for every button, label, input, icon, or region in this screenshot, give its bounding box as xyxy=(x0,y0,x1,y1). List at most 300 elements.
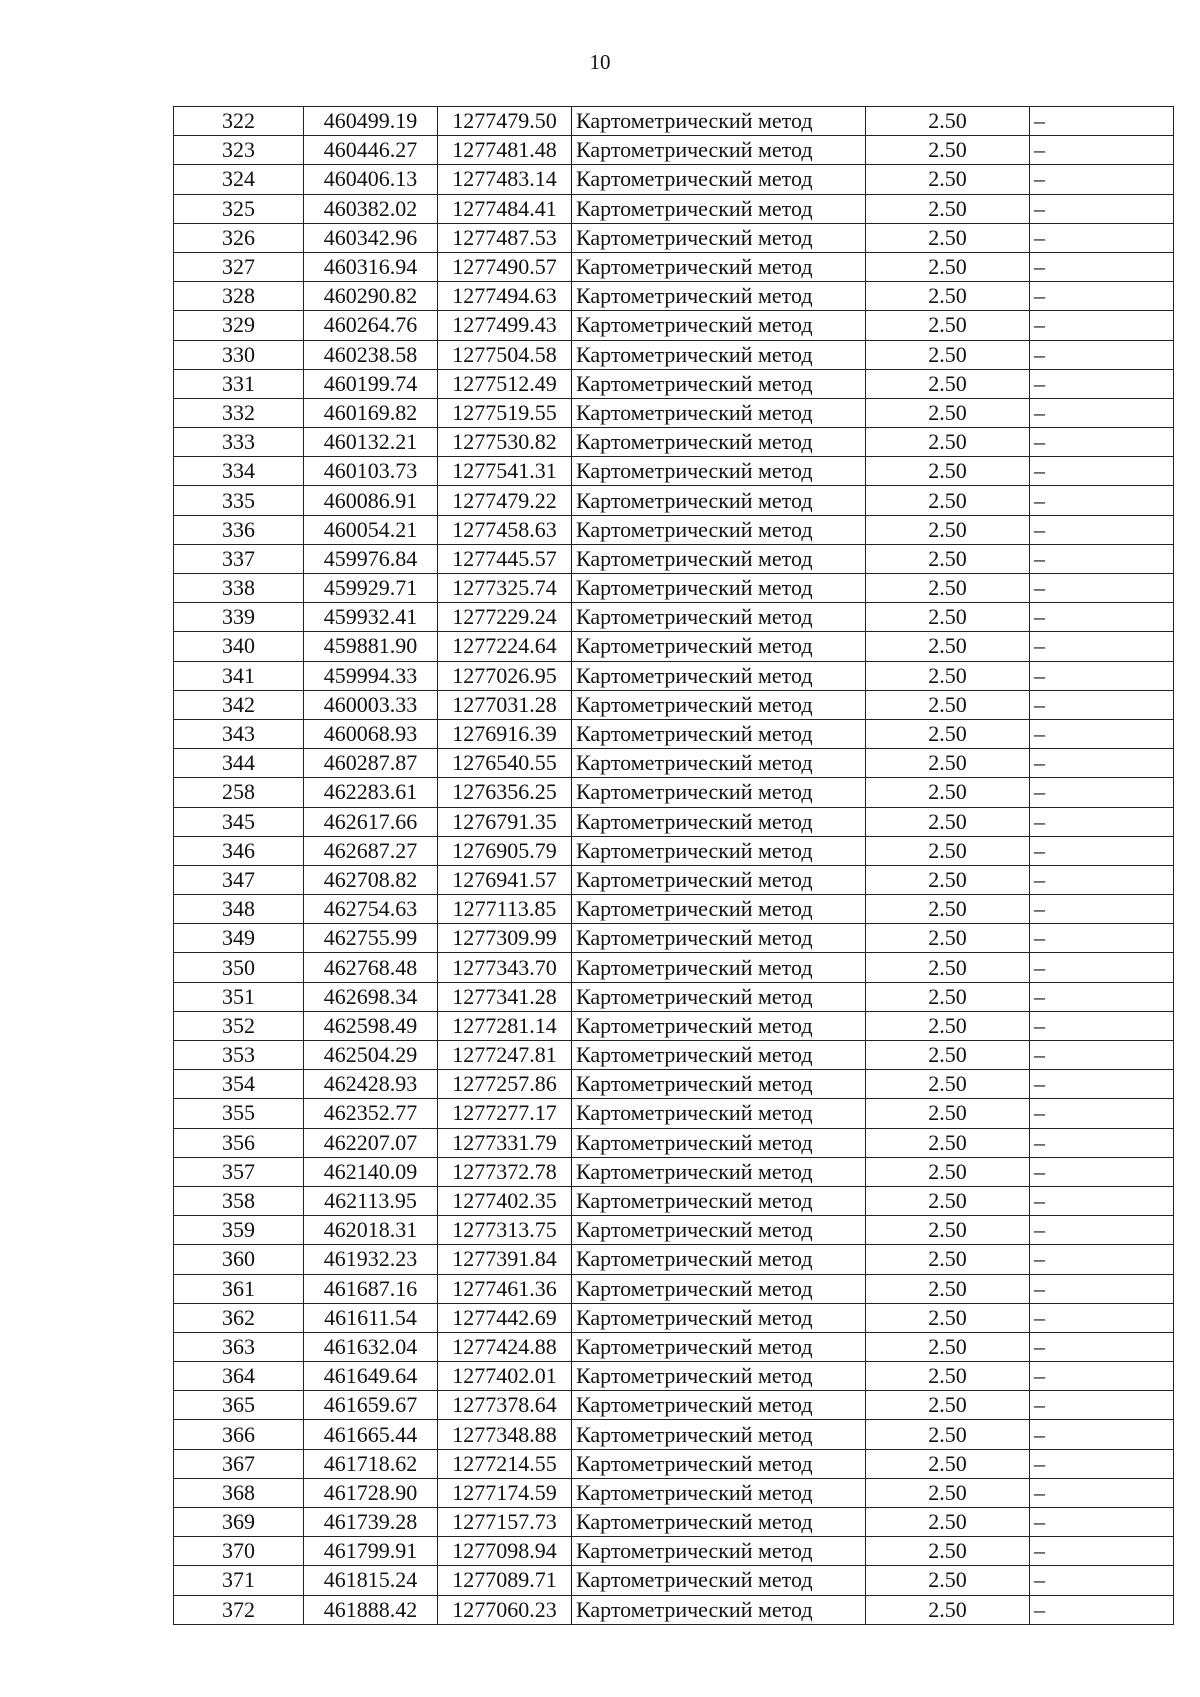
x-coordinate-cell: 460316.94 xyxy=(304,252,438,281)
point-number-cell: 337 xyxy=(174,544,304,573)
description-cell: – xyxy=(1030,865,1174,894)
table-row xyxy=(174,865,1174,894)
table-row xyxy=(174,661,1174,690)
description-cell: – xyxy=(1030,836,1174,865)
description-cell: – xyxy=(1030,778,1174,807)
point-number-cell: 350 xyxy=(174,953,304,982)
table-row xyxy=(174,1449,1174,1478)
point-number-cell: 363 xyxy=(174,1332,304,1361)
method-cell: Картометрический метод xyxy=(572,486,866,515)
table-row xyxy=(174,1070,1174,1099)
method-cell: Картометрический метод xyxy=(572,1303,866,1332)
x-coordinate-cell: 462352.77 xyxy=(304,1099,438,1128)
point-number-cell: 351 xyxy=(174,982,304,1011)
y-coordinate-cell: 1277157.73 xyxy=(438,1508,572,1537)
table-row xyxy=(174,1391,1174,1420)
method-cell: Картометрический метод xyxy=(572,865,866,894)
y-coordinate-cell: 1277458.63 xyxy=(438,515,572,544)
accuracy-cell: 2.50 xyxy=(866,749,1030,778)
method-cell: Картометрический метод xyxy=(572,1537,866,1566)
description-cell: – xyxy=(1030,486,1174,515)
accuracy-cell: 2.50 xyxy=(866,1362,1030,1391)
accuracy-cell: 2.50 xyxy=(866,924,1030,953)
method-cell: Картометрический метод xyxy=(572,574,866,603)
point-number-cell: 359 xyxy=(174,1216,304,1245)
point-number-cell: 338 xyxy=(174,574,304,603)
description-cell: – xyxy=(1030,1186,1174,1215)
method-cell: Картометрический метод xyxy=(572,836,866,865)
accuracy-cell: 2.50 xyxy=(866,1537,1030,1566)
description-cell: – xyxy=(1030,690,1174,719)
table-row xyxy=(174,982,1174,1011)
table-row xyxy=(174,107,1174,136)
method-cell: Картометрический метод xyxy=(572,807,866,836)
description-cell: – xyxy=(1030,428,1174,457)
method-cell: Картометрический метод xyxy=(572,1245,866,1274)
y-coordinate-cell: 1277490.57 xyxy=(438,252,572,281)
x-coordinate-cell: 459881.90 xyxy=(304,632,438,661)
y-coordinate-cell: 1277483.14 xyxy=(438,165,572,194)
table-row xyxy=(174,749,1174,778)
point-number-cell: 336 xyxy=(174,515,304,544)
y-coordinate-cell: 1277530.82 xyxy=(438,428,572,457)
table-row xyxy=(174,1303,1174,1332)
page-number: 10 xyxy=(589,50,611,74)
point-number-cell: 371 xyxy=(174,1566,304,1595)
description-cell: – xyxy=(1030,369,1174,398)
accuracy-cell: 2.50 xyxy=(866,574,1030,603)
method-cell: Картометрический метод xyxy=(572,749,866,778)
y-coordinate-cell: 1277281.14 xyxy=(438,1011,572,1040)
method-cell: Картометрический метод xyxy=(572,1508,866,1537)
description-cell: – xyxy=(1030,1157,1174,1186)
accuracy-cell: 2.50 xyxy=(866,1391,1030,1420)
x-coordinate-cell: 462207.07 xyxy=(304,1128,438,1157)
accuracy-cell: 2.50 xyxy=(866,1070,1030,1099)
table-row xyxy=(174,340,1174,369)
x-coordinate-cell: 462754.63 xyxy=(304,895,438,924)
accuracy-cell: 2.50 xyxy=(866,778,1030,807)
accuracy-cell: 2.50 xyxy=(866,369,1030,398)
accuracy-cell: 2.50 xyxy=(866,690,1030,719)
x-coordinate-cell: 461665.44 xyxy=(304,1420,438,1449)
point-number-cell: 372 xyxy=(174,1595,304,1624)
coordinates-table xyxy=(173,106,1174,1625)
method-cell: Картометрический метод xyxy=(572,1128,866,1157)
y-coordinate-cell: 1277325.74 xyxy=(438,574,572,603)
description-cell: – xyxy=(1030,340,1174,369)
point-number-cell: 357 xyxy=(174,1157,304,1186)
table-row xyxy=(174,515,1174,544)
accuracy-cell: 2.50 xyxy=(866,895,1030,924)
table-row xyxy=(174,136,1174,165)
table-row xyxy=(174,223,1174,252)
table-row xyxy=(174,1508,1174,1537)
description-cell: – xyxy=(1030,165,1174,194)
y-coordinate-cell: 1277445.57 xyxy=(438,544,572,573)
description-cell: – xyxy=(1030,1274,1174,1303)
method-cell: Картометрический метод xyxy=(572,1566,866,1595)
point-number-cell: 360 xyxy=(174,1245,304,1274)
x-coordinate-cell: 460287.87 xyxy=(304,749,438,778)
description-cell: – xyxy=(1030,311,1174,340)
point-number-cell: 348 xyxy=(174,895,304,924)
point-number-cell: 339 xyxy=(174,603,304,632)
y-coordinate-cell: 1277512.49 xyxy=(438,369,572,398)
accuracy-cell: 2.50 xyxy=(866,1099,1030,1128)
table-row xyxy=(174,486,1174,515)
y-coordinate-cell: 1277089.71 xyxy=(438,1566,572,1595)
point-number-cell: 352 xyxy=(174,1011,304,1040)
table-row xyxy=(174,165,1174,194)
description-cell: – xyxy=(1030,515,1174,544)
method-cell: Картометрический метод xyxy=(572,778,866,807)
point-number-cell: 369 xyxy=(174,1508,304,1537)
point-number-cell: 329 xyxy=(174,311,304,340)
method-cell: Картометрический метод xyxy=(572,982,866,1011)
description-cell: – xyxy=(1030,1128,1174,1157)
method-cell: Картометрический метод xyxy=(572,369,866,398)
table-row xyxy=(174,1566,1174,1595)
x-coordinate-cell: 462598.49 xyxy=(304,1011,438,1040)
description-cell: – xyxy=(1030,924,1174,953)
accuracy-cell: 2.50 xyxy=(866,136,1030,165)
description-cell: – xyxy=(1030,574,1174,603)
y-coordinate-cell: 1277224.64 xyxy=(438,632,572,661)
description-cell: – xyxy=(1030,544,1174,573)
description-cell: – xyxy=(1030,1537,1174,1566)
y-coordinate-cell: 1277461.36 xyxy=(438,1274,572,1303)
y-coordinate-cell: 1277277.17 xyxy=(438,1099,572,1128)
method-cell: Картометрический метод xyxy=(572,398,866,427)
table-row xyxy=(174,632,1174,661)
x-coordinate-cell: 461649.64 xyxy=(304,1362,438,1391)
method-cell: Картометрический метод xyxy=(572,1332,866,1361)
x-coordinate-cell: 460068.93 xyxy=(304,719,438,748)
point-number-cell: 344 xyxy=(174,749,304,778)
x-coordinate-cell: 460342.96 xyxy=(304,223,438,252)
method-cell: Картометрический метод xyxy=(572,1157,866,1186)
y-coordinate-cell: 1277519.55 xyxy=(438,398,572,427)
point-number-cell: 342 xyxy=(174,690,304,719)
table-row xyxy=(174,544,1174,573)
description-cell: – xyxy=(1030,1245,1174,1274)
description-cell: – xyxy=(1030,603,1174,632)
point-number-cell: 345 xyxy=(174,807,304,836)
accuracy-cell: 2.50 xyxy=(866,1303,1030,1332)
x-coordinate-cell: 462140.09 xyxy=(304,1157,438,1186)
point-number-cell: 335 xyxy=(174,486,304,515)
table-row xyxy=(174,1537,1174,1566)
y-coordinate-cell: 1276941.57 xyxy=(438,865,572,894)
table-row xyxy=(174,1186,1174,1215)
table-row xyxy=(174,1157,1174,1186)
point-number-cell: 355 xyxy=(174,1099,304,1128)
method-cell: Картометрический метод xyxy=(572,1186,866,1215)
x-coordinate-cell: 460132.21 xyxy=(304,428,438,457)
table-row xyxy=(174,1011,1174,1040)
point-number-cell: 364 xyxy=(174,1362,304,1391)
y-coordinate-cell: 1277494.63 xyxy=(438,282,572,311)
x-coordinate-cell: 462768.48 xyxy=(304,953,438,982)
x-coordinate-cell: 460086.91 xyxy=(304,486,438,515)
description-cell: – xyxy=(1030,1391,1174,1420)
table-row xyxy=(174,807,1174,836)
x-coordinate-cell: 460406.13 xyxy=(304,165,438,194)
description-cell: – xyxy=(1030,1566,1174,1595)
point-number-cell: 358 xyxy=(174,1186,304,1215)
method-cell: Картометрический метод xyxy=(572,690,866,719)
coordinates-table-body xyxy=(174,107,1174,1625)
x-coordinate-cell: 460446.27 xyxy=(304,136,438,165)
method-cell: Картометрический метод xyxy=(572,1391,866,1420)
accuracy-cell: 2.50 xyxy=(866,1566,1030,1595)
method-cell: Картометрический метод xyxy=(572,1420,866,1449)
point-number-cell: 354 xyxy=(174,1070,304,1099)
x-coordinate-cell: 460290.82 xyxy=(304,282,438,311)
description-cell: – xyxy=(1030,1332,1174,1361)
description-cell: – xyxy=(1030,1362,1174,1391)
point-number-cell: 328 xyxy=(174,282,304,311)
point-number-cell: 341 xyxy=(174,661,304,690)
y-coordinate-cell: 1277113.85 xyxy=(438,895,572,924)
method-cell: Картометрический метод xyxy=(572,1041,866,1070)
table-row xyxy=(174,778,1174,807)
accuracy-cell: 2.50 xyxy=(866,807,1030,836)
table-row xyxy=(174,1332,1174,1361)
accuracy-cell: 2.50 xyxy=(866,1508,1030,1537)
description-cell: – xyxy=(1030,136,1174,165)
y-coordinate-cell: 1277060.23 xyxy=(438,1595,572,1624)
method-cell: Картометрический метод xyxy=(572,1216,866,1245)
point-number-cell: 347 xyxy=(174,865,304,894)
table-row xyxy=(174,836,1174,865)
point-number-cell: 258 xyxy=(174,778,304,807)
accuracy-cell: 2.50 xyxy=(866,1595,1030,1624)
x-coordinate-cell: 461611.54 xyxy=(304,1303,438,1332)
description-cell: – xyxy=(1030,1041,1174,1070)
y-coordinate-cell: 1277499.43 xyxy=(438,311,572,340)
point-number-cell: 330 xyxy=(174,340,304,369)
method-cell: Картометрический метод xyxy=(572,603,866,632)
method-cell: Картометрический метод xyxy=(572,1449,866,1478)
description-cell: – xyxy=(1030,1216,1174,1245)
point-number-cell: 346 xyxy=(174,836,304,865)
x-coordinate-cell: 462708.82 xyxy=(304,865,438,894)
y-coordinate-cell: 1277487.53 xyxy=(438,223,572,252)
x-coordinate-cell: 462755.99 xyxy=(304,924,438,953)
method-cell: Картометрический метод xyxy=(572,661,866,690)
table-row xyxy=(174,194,1174,223)
y-coordinate-cell: 1277504.58 xyxy=(438,340,572,369)
accuracy-cell: 2.50 xyxy=(866,311,1030,340)
accuracy-cell: 2.50 xyxy=(866,1186,1030,1215)
method-cell: Картометрический метод xyxy=(572,544,866,573)
table-row xyxy=(174,1478,1174,1507)
table-row xyxy=(174,398,1174,427)
x-coordinate-cell: 461739.28 xyxy=(304,1508,438,1537)
y-coordinate-cell: 1277541.31 xyxy=(438,457,572,486)
description-cell: – xyxy=(1030,1070,1174,1099)
y-coordinate-cell: 1277247.81 xyxy=(438,1041,572,1070)
x-coordinate-cell: 460003.33 xyxy=(304,690,438,719)
point-number-cell: 353 xyxy=(174,1041,304,1070)
y-coordinate-cell: 1277479.50 xyxy=(438,107,572,136)
accuracy-cell: 2.50 xyxy=(866,953,1030,982)
accuracy-cell: 2.50 xyxy=(866,515,1030,544)
point-number-cell: 323 xyxy=(174,136,304,165)
description-cell: – xyxy=(1030,107,1174,136)
description-cell: – xyxy=(1030,953,1174,982)
y-coordinate-cell: 1276916.39 xyxy=(438,719,572,748)
accuracy-cell: 2.50 xyxy=(866,252,1030,281)
x-coordinate-cell: 461888.42 xyxy=(304,1595,438,1624)
x-coordinate-cell: 462113.95 xyxy=(304,1186,438,1215)
table-row xyxy=(174,457,1174,486)
accuracy-cell: 2.50 xyxy=(866,544,1030,573)
accuracy-cell: 2.50 xyxy=(866,1478,1030,1507)
accuracy-cell: 2.50 xyxy=(866,865,1030,894)
table-row xyxy=(174,1099,1174,1128)
accuracy-cell: 2.50 xyxy=(866,1041,1030,1070)
accuracy-cell: 2.50 xyxy=(866,340,1030,369)
table-row xyxy=(174,1128,1174,1157)
x-coordinate-cell: 462698.34 xyxy=(304,982,438,1011)
y-coordinate-cell: 1276791.35 xyxy=(438,807,572,836)
table-row xyxy=(174,1274,1174,1303)
accuracy-cell: 2.50 xyxy=(866,1216,1030,1245)
y-coordinate-cell: 1277026.95 xyxy=(438,661,572,690)
point-number-cell: 365 xyxy=(174,1391,304,1420)
method-cell: Картометрический метод xyxy=(572,895,866,924)
y-coordinate-cell: 1277174.59 xyxy=(438,1478,572,1507)
method-cell: Картометрический метод xyxy=(572,924,866,953)
method-cell: Картометрический метод xyxy=(572,632,866,661)
y-coordinate-cell: 1277442.69 xyxy=(438,1303,572,1332)
table-row xyxy=(174,690,1174,719)
description-cell: – xyxy=(1030,661,1174,690)
y-coordinate-cell: 1277378.64 xyxy=(438,1391,572,1420)
description-cell: – xyxy=(1030,1099,1174,1128)
y-coordinate-cell: 1277481.48 xyxy=(438,136,572,165)
y-coordinate-cell: 1276356.25 xyxy=(438,778,572,807)
table-row xyxy=(174,311,1174,340)
description-cell: – xyxy=(1030,1508,1174,1537)
description-cell: – xyxy=(1030,1011,1174,1040)
y-coordinate-cell: 1277309.99 xyxy=(438,924,572,953)
accuracy-cell: 2.50 xyxy=(866,398,1030,427)
description-cell: – xyxy=(1030,1449,1174,1478)
x-coordinate-cell: 461932.23 xyxy=(304,1245,438,1274)
description-cell: – xyxy=(1030,632,1174,661)
x-coordinate-cell: 460169.82 xyxy=(304,398,438,427)
y-coordinate-cell: 1277229.24 xyxy=(438,603,572,632)
point-number-cell: 333 xyxy=(174,428,304,457)
point-number-cell: 367 xyxy=(174,1449,304,1478)
point-number-cell: 343 xyxy=(174,719,304,748)
y-coordinate-cell: 1277348.88 xyxy=(438,1420,572,1449)
description-cell: – xyxy=(1030,398,1174,427)
y-coordinate-cell: 1277343.70 xyxy=(438,953,572,982)
x-coordinate-cell: 459929.71 xyxy=(304,574,438,603)
table-row xyxy=(174,953,1174,982)
accuracy-cell: 2.50 xyxy=(866,982,1030,1011)
y-coordinate-cell: 1277214.55 xyxy=(438,1449,572,1478)
x-coordinate-cell: 459976.84 xyxy=(304,544,438,573)
point-number-cell: 349 xyxy=(174,924,304,953)
description-cell: – xyxy=(1030,749,1174,778)
point-number-cell: 324 xyxy=(174,165,304,194)
x-coordinate-cell: 460199.74 xyxy=(304,369,438,398)
point-number-cell: 322 xyxy=(174,107,304,136)
point-number-cell: 340 xyxy=(174,632,304,661)
description-cell: – xyxy=(1030,719,1174,748)
table-row xyxy=(174,1595,1174,1624)
x-coordinate-cell: 460103.73 xyxy=(304,457,438,486)
description-cell: – xyxy=(1030,1478,1174,1507)
point-number-cell: 326 xyxy=(174,223,304,252)
y-coordinate-cell: 1277402.01 xyxy=(438,1362,572,1391)
x-coordinate-cell: 460382.02 xyxy=(304,194,438,223)
x-coordinate-cell: 462617.66 xyxy=(304,807,438,836)
accuracy-cell: 2.50 xyxy=(866,282,1030,311)
x-coordinate-cell: 461815.24 xyxy=(304,1566,438,1595)
method-cell: Картометрический метод xyxy=(572,1070,866,1099)
point-number-cell: 370 xyxy=(174,1537,304,1566)
y-coordinate-cell: 1277484.41 xyxy=(438,194,572,223)
method-cell: Картометрический метод xyxy=(572,719,866,748)
table-row xyxy=(174,719,1174,748)
x-coordinate-cell: 461718.62 xyxy=(304,1449,438,1478)
method-cell: Картометрический метод xyxy=(572,340,866,369)
y-coordinate-cell: 1277031.28 xyxy=(438,690,572,719)
y-coordinate-cell: 1277257.86 xyxy=(438,1070,572,1099)
description-cell: – xyxy=(1030,223,1174,252)
table-row xyxy=(174,1362,1174,1391)
x-coordinate-cell: 459932.41 xyxy=(304,603,438,632)
point-number-cell: 366 xyxy=(174,1420,304,1449)
method-cell: Картометрический метод xyxy=(572,1478,866,1507)
x-coordinate-cell: 461659.67 xyxy=(304,1391,438,1420)
x-coordinate-cell: 461632.04 xyxy=(304,1332,438,1361)
method-cell: Картометрический метод xyxy=(572,282,866,311)
description-cell: – xyxy=(1030,252,1174,281)
x-coordinate-cell: 461799.91 xyxy=(304,1537,438,1566)
accuracy-cell: 2.50 xyxy=(866,1128,1030,1157)
point-number-cell: 356 xyxy=(174,1128,304,1157)
accuracy-cell: 2.50 xyxy=(866,1274,1030,1303)
table-row xyxy=(174,282,1174,311)
x-coordinate-cell: 462504.29 xyxy=(304,1041,438,1070)
method-cell: Картометрический метод xyxy=(572,107,866,136)
method-cell: Картометрический метод xyxy=(572,953,866,982)
x-coordinate-cell: 462283.61 xyxy=(304,778,438,807)
method-cell: Картометрический метод xyxy=(572,515,866,544)
accuracy-cell: 2.50 xyxy=(866,1420,1030,1449)
point-number-cell: 327 xyxy=(174,252,304,281)
method-cell: Картометрический метод xyxy=(572,311,866,340)
table-row xyxy=(174,1245,1174,1274)
description-cell: – xyxy=(1030,807,1174,836)
x-coordinate-cell: 461728.90 xyxy=(304,1478,438,1507)
method-cell: Картометрический метод xyxy=(572,1362,866,1391)
description-cell: – xyxy=(1030,194,1174,223)
point-number-cell: 361 xyxy=(174,1274,304,1303)
accuracy-cell: 2.50 xyxy=(866,486,1030,515)
accuracy-cell: 2.50 xyxy=(866,107,1030,136)
point-number-cell: 362 xyxy=(174,1303,304,1332)
accuracy-cell: 2.50 xyxy=(866,603,1030,632)
